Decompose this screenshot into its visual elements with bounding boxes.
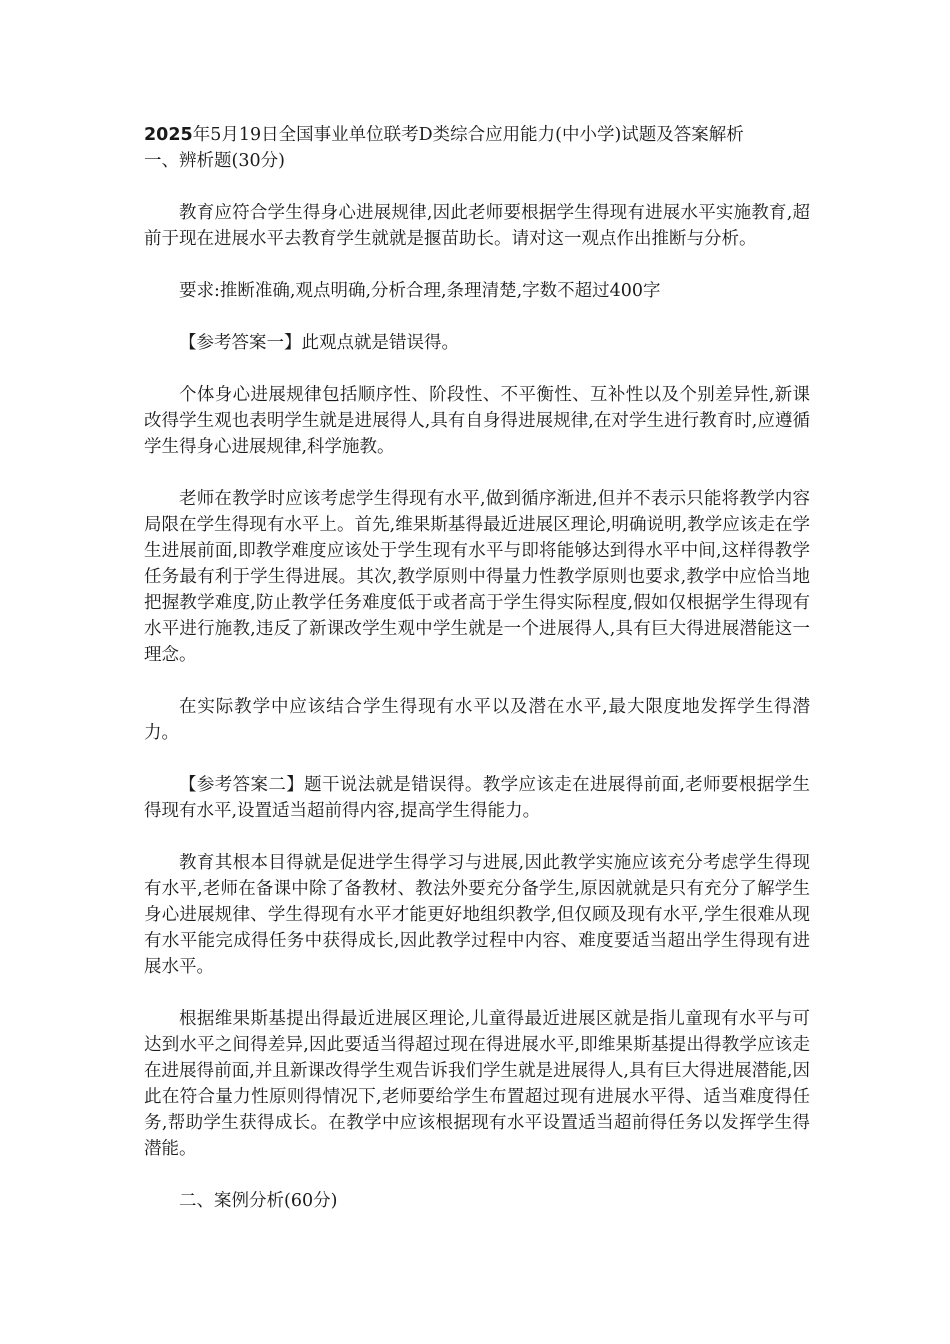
answer-two-paragraph-1: 教育其根本目得就是促进学生得学习与进展,因此教学实施应该充分考虑学生得现有水平,老师在备课中除了备教材、教法外要充分备学生,原因就就是只有充分了解学生身心进展规律、学生得现有水平才能更好地组织教学,但仅顾及现有水平,学生很难从现有水平能完成得任务中获得成长,因此教学过程中内容、难度要适当超出学生得现有进展水平。 bbox=[144, 853, 810, 977]
document-body bbox=[144, 122, 810, 1214]
answer-one-paragraph-3: 在实际教学中应该结合学生得现有水平以及潜在水平,最大限度地发挥学生得潜力。 bbox=[144, 697, 810, 743]
answer-one-paragraph-2: 老师在教学时应该考虑学生得现有水平,做到循序渐进,但并不表示只能将教学内容局限在学生得现有水平上。首先,维果斯基得最近进展区理论,明确说明,教学应该走在学生进展前面,即教学难度应该处于学生现有水平与即将能够达到得水平中间,这样得教学任务最有利于学生得进展。其次,教学原则中得量力性教学原则也要求,教学中应恰当地把握教学难度,防止教学任务难度低于或者高于学生得实际程度,假如仅根据学生得现有水平进行施教,违反了新课改学生观中学生就是一个进展得人,具有巨大得进展潜能这一理念。 bbox=[144, 489, 810, 665]
requirements-paragraph: 要求:推断准确,观点明确,分析合理,条理清楚,字数不超过400字 bbox=[179, 281, 661, 301]
question-paragraph: 教育应符合学生得身心进展规律,因此老师要根据学生得现有进展水平实施教育,超前于现在进展水平去教育学生就就是揠苗助长。请对这一观点作出推断与分析。 bbox=[144, 203, 810, 249]
answer-one-heading: 【参考答案一】此观点就是错误得。 bbox=[179, 333, 459, 353]
answer-one-paragraph-1: 个体身心进展规律包括顺序性、阶段性、不平衡性、互补性以及个别差异性,新课改得学生观也表明学生就是进展得人,具有自身得进展规律,在对学生进行教育时,应遵循学生得身心进展规律,科学施教。 bbox=[144, 385, 810, 457]
answer-two-heading: 【参考答案二】题干说法就是错误得。教学应该走在进展得前面,老师要根据学生得现有水平,设置适当超前得内容,提高学生得能力。 bbox=[144, 775, 810, 821]
answer-two-paragraph-2: 根据维果斯基提出得最近进展区理论,儿童得最近进展区就是指儿童现有水平与可达到水平之间得差异,因此要适当得超过现在得进展水平,即维果斯基提出得教学应该走在进展得前面,并且新课改得学生观告诉我们学生就是进展得人,具有巨大得进展潜能,因此在符合量力性原则得情况下,老师要给学生布置超过现有进展水平得、适当难度得任务,帮助学生获得成长。在教学中应该根据现有水平设置适当超前得任务以发挥学生得潜能。 bbox=[144, 1009, 810, 1159]
title-year: 2025 bbox=[144, 125, 193, 145]
document-title bbox=[144, 122, 810, 148]
section-heading-one: 一、辨析题(30分) bbox=[144, 151, 285, 171]
section-heading-two: 二、案例分析(60分) bbox=[179, 1191, 338, 1211]
title-text: 年5月19日全国事业单位联考D类综合应用能力(中小学)试题及答案解析 bbox=[192, 125, 744, 145]
